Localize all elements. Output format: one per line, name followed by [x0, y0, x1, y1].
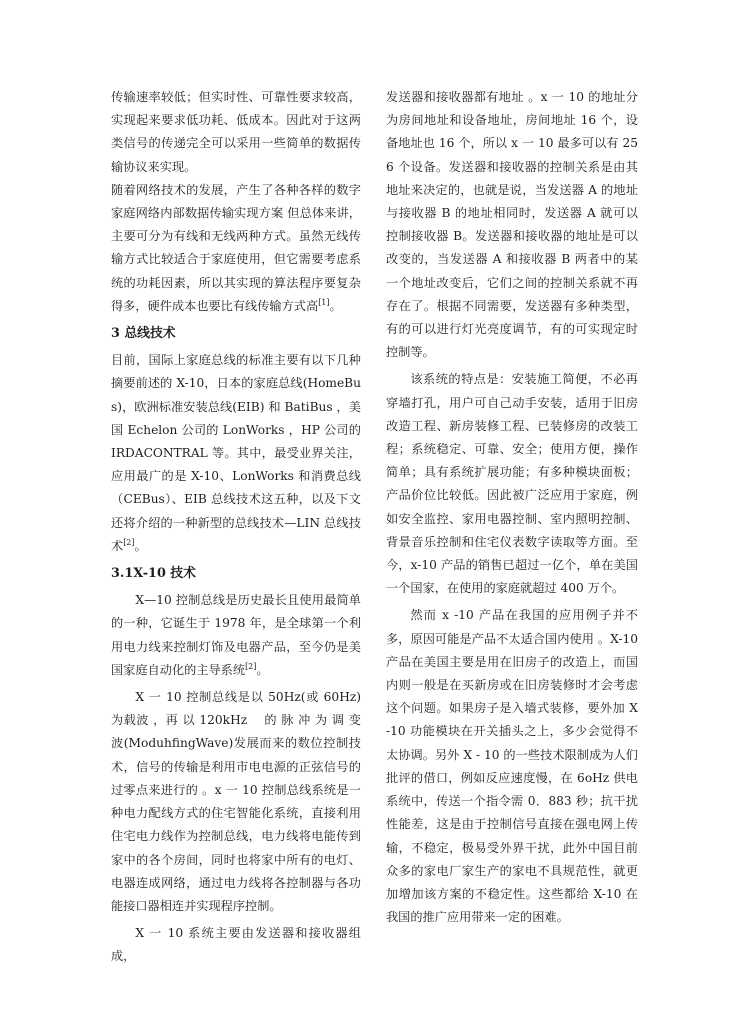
citation-ref: [2] — [123, 537, 135, 547]
paragraph: 然而 x -10 产品在我国的应用例子并不多，原因可能是产品不太适合国内使用 。X-10 产品在美国主要是用在旧房子的改造上，而国内则一般是在买新房或在旧房装修时才会考虑这个问题。如果房子是入墙式装修，要外加 X -10 功能模块在开关插头之上，多少会觉得不太协调。另外 X - 10 的一些技术限制成为人们批评的借口，例如反应速度慢，在 6oHz 供电系统中，传送一个指令需 0．883 秒；抗干扰性能差，这是由于控制信号直接在强电网上传输，不稳定，极易受外界干扰，此外中国目前众多的家电厂家生产的家电不具规范性，就更加增加该方案的不稳定性。这些都给 X-10 在我国的推广应用带来一定的困难。 — [386, 608, 638, 925]
paragraph: X 一 10 控制总线是以 50Hz(或 60Hz)为载波 ，再 以 120kHz 的 脉 冲 为 调 变 波(ModuhfingWave)发展而来的数位控制技术，信号的传输是利用市电电源的正弦信号的过零点来进行的 。x 一 10 控制总线系统是一种电力配线方式的住宅智能化系统，直接利用住宅电力线作为控制总线，电力线将电能传到家中的各个房间，同时也将家中所有的电灯、电器连成网络，通过电力线将各控制器与各功能接口器相连并实现程序控制。 — [111, 690, 361, 913]
section-heading: 3 总线技术 — [111, 326, 176, 342]
paragraph — [111, 589, 361, 682]
subsection-heading: 3.1X-10 技术 — [111, 566, 196, 582]
right-column — [386, 86, 638, 929]
paragraph-end: 。 — [134, 538, 147, 553]
paragraph-text: X—10 控制总线是历史最长且使用最简单的一种，它诞生于 1978 年，是全球第一个利用电力线来控制灯饰及电器产品，至今仍是美国家庭自动化的主导系统 — [111, 593, 361, 677]
paragraph-end: 。 — [256, 662, 269, 677]
left-column — [111, 86, 361, 969]
citation-ref: [2] — [245, 661, 257, 671]
paragraph: X 一 10 系统主要由发送器和接收器组成， — [111, 926, 361, 964]
paragraph: 发送器和接收器都有地址 。x 一 10 的地址分为房间地址和设备地址，房间地址 16 个，设备地址也 16 个，所以 x 一 10 最多可以有 256 个设备。发送器和接收器的控制关系是由其地址来决定的，也就是说，当发送器 A 的地址与接收器 B 的地址相同时，发送器 A 就可以控制接收器 B。发送器和接收器的地址是可以改变的，当发送器 A 和接收器 B 两者中的某一个地址改变后，它们之间的控制关系就不再存在了。根据不同需要，发送器有多种类型，有的可以进行灯光亮度调节，有的可实现定时控制等。 — [386, 90, 638, 360]
paragraph: 传输速率较低；但实时性、可靠性要求较高，实现起来要求低功耗、低成本。因此对于这两类信号的传递完全可以采用一些简单的数据传输协议来实现。 — [111, 90, 361, 174]
citation-ref: [1] — [318, 297, 330, 307]
paragraph-text: 目前，国际上家庭总线的标准主要有以下几种摘要前述的 X-10，日本的家庭总线(HomeBus)，欧洲标准安装总线(EIB) 和 BatiBus ，美国 Echelon 公司的 LonWorks ，HP 公司的 IRDACONTRAL 等。其中，最受业界关注，应用最广的是 X-10、LonWorks 和消费总线（CEBus）、EIB 总线技术这五种，以及下文还将介绍的一种新型的总线技术—LIN 总线技术 — [111, 353, 361, 553]
paragraph — [111, 349, 361, 558]
paragraph — [111, 179, 361, 318]
paragraph: 该系统的特点是：安装施工简便，不必再穿墙打孔，用户可自己动手安装，适用于旧房改造工程、新房装修工程、已装修房的改装工程；系统稳定、可靠、安全；使用方便，操作简单；具有系统扩展功能；有多种模块面板；产品价位比较低。因此被广泛应用于家庭，例如安全监控、家用电器控制、室内照明控制、背景音乐控制和住宅仪表数字读取等方面。至今，x-10 产品的销售已超过一亿个，单在美国一个国家，在使用的家庭就超过 400 万个。 — [386, 372, 638, 596]
paragraph-end: 。 — [329, 298, 342, 313]
paragraph-text: 随着网络技术的发展，产生了各种各样的数字家庭网络内部数据传输实现方案 但总体来讲，主要可分为有线和无线两种方式。虽然无线传输方式比较适合于家庭使用，但它需要考虑系统的功耗因素，所以其实现的算法程序要复杂得多，硬件成本也要比有线传输方式高 — [111, 182, 361, 313]
